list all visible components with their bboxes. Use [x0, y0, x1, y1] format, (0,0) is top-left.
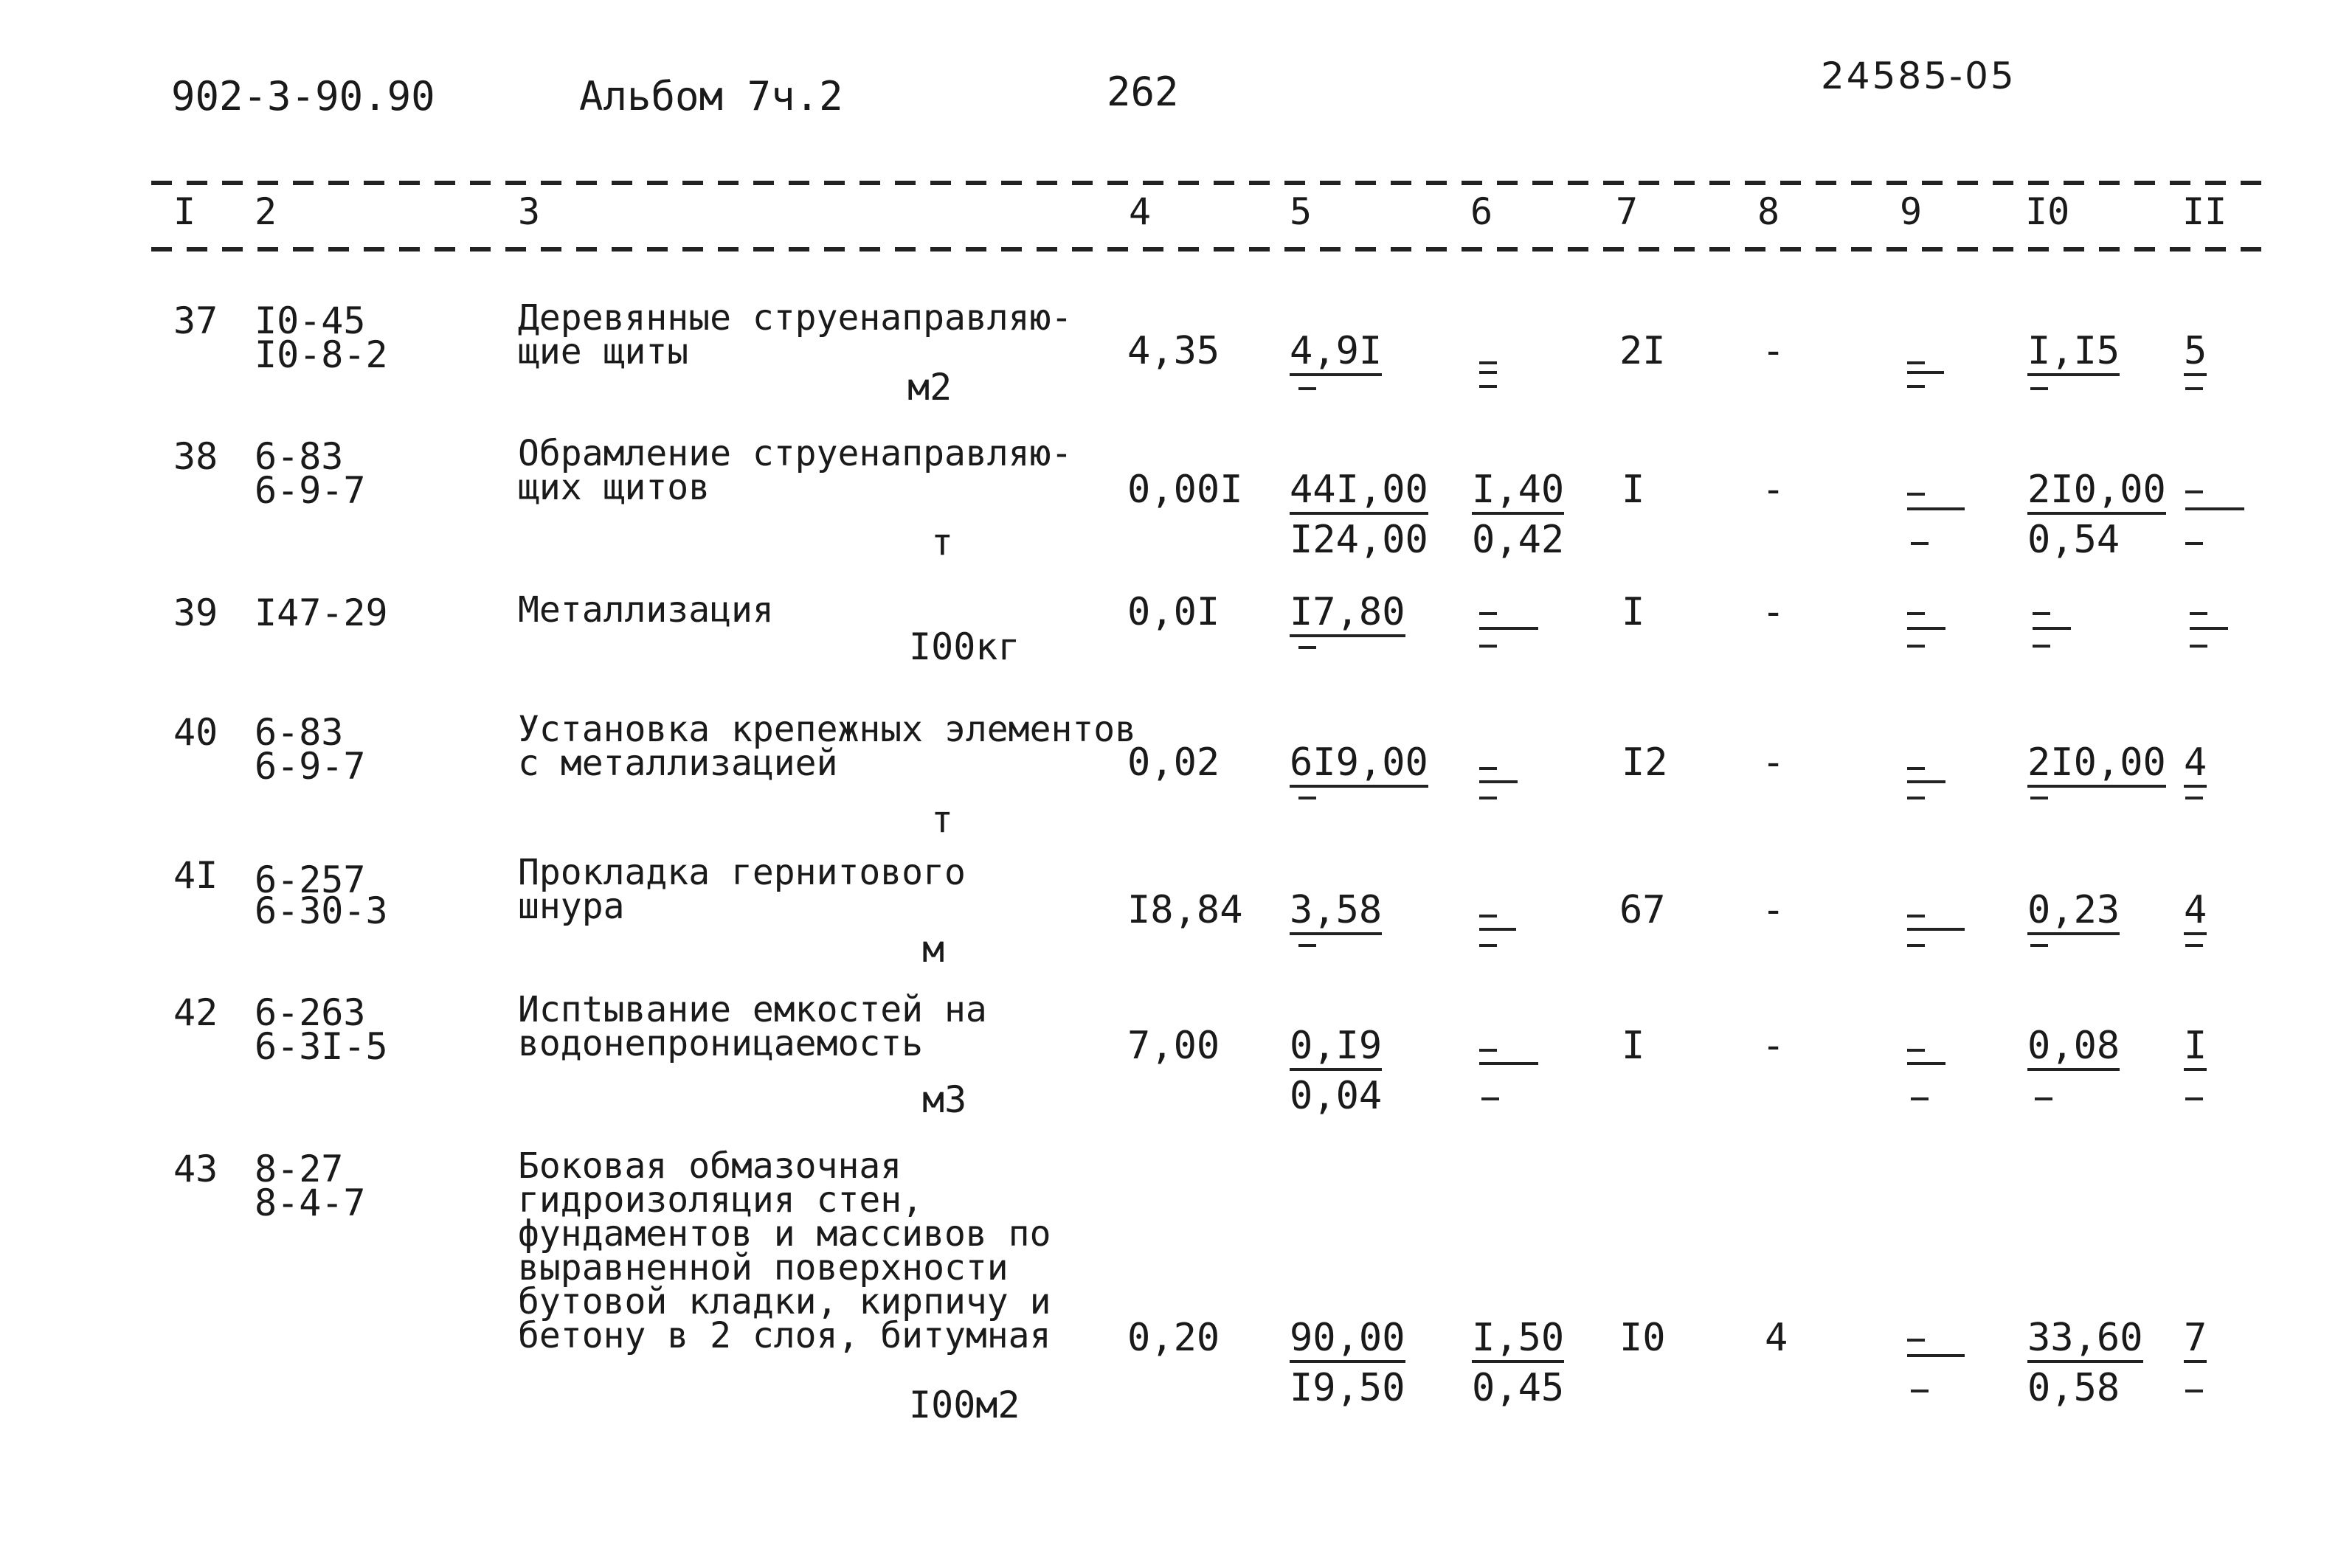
dash [1479, 385, 1497, 388]
row-number: 37 [173, 299, 218, 342]
norm-code: I47-29 [255, 592, 388, 634]
norm-code: 6-257 [255, 858, 366, 901]
dash [2035, 1097, 2052, 1100]
dash [1907, 797, 1925, 799]
quantity: 0,02 [1127, 740, 1220, 785]
dash [1298, 646, 1316, 649]
quantity: 4,35 [1127, 329, 1220, 373]
col10-wages: 0,58 [2027, 1366, 2120, 1410]
col8-value: - [1762, 329, 1785, 373]
col6-wages: 0,45 [1472, 1366, 1565, 1410]
dash [1907, 507, 1965, 510]
price-code: 6-9-7 [255, 745, 366, 788]
dash [2185, 1390, 2203, 1392]
dash [2030, 944, 2048, 947]
dash [1907, 780, 1945, 783]
dash [2190, 645, 2207, 648]
dash [2185, 797, 2203, 799]
col7-value: I0 [1619, 1316, 1666, 1360]
dash [2033, 645, 2050, 648]
unit: м3 [922, 1078, 967, 1121]
col10-value: I,I5 [2027, 332, 2120, 376]
unit-cost-wages: I9,50 [1290, 1366, 1405, 1410]
col10-value: 0,23 [2027, 891, 2120, 935]
column-header-1: I [173, 190, 196, 233]
col6-value: I,40 [1472, 471, 1564, 515]
dash [1907, 361, 1925, 364]
col10-wages: 0,54 [2027, 518, 2120, 562]
work-description: Обрамление струенаправляю- щих щитов [518, 433, 1073, 508]
unit: м2 [907, 366, 952, 409]
dash [1907, 1049, 1925, 1052]
column-header-7: 7 [1616, 190, 1639, 233]
col7-value: I [1622, 590, 1645, 634]
col11-value: 4 [2184, 743, 2207, 788]
col6-wages: 0,42 [1472, 518, 1565, 562]
col8-value: - [1762, 888, 1785, 932]
unit-cost: 4,9I [1290, 332, 1382, 376]
unit-cost: 90,00 [1290, 1319, 1405, 1363]
price-code: 6-3I-5 [255, 1025, 388, 1068]
dash [1481, 1097, 1499, 1100]
price-code: 6-30-3 [255, 889, 388, 932]
col11-value: 5 [2184, 332, 2207, 376]
column-header-8: 8 [1757, 190, 1780, 233]
unit: м [922, 928, 945, 971]
dash [1907, 767, 1925, 770]
dash [1479, 1049, 1497, 1052]
dash [1907, 493, 1925, 496]
col8-value: - [1762, 740, 1785, 785]
row-number: 39 [173, 592, 218, 634]
col10-value: 0,08 [2027, 1027, 2120, 1071]
price-code: I0-8-2 [255, 333, 388, 376]
unit-cost: 6I9,00 [1290, 743, 1428, 788]
album-label: Альбом 7ч.2 [579, 73, 843, 119]
col7-value: I [1622, 468, 1645, 512]
col8-value: - [1762, 468, 1785, 512]
unit-cost-wages: I24,00 [1290, 518, 1428, 562]
dash [2185, 944, 2203, 947]
norm-code: I0-45 [255, 299, 366, 342]
col7-value: 67 [1619, 888, 1666, 932]
dash [1907, 944, 1925, 947]
dash [2185, 387, 2203, 390]
col8-value: - [1762, 590, 1785, 634]
dash [1298, 944, 1316, 947]
dash [1911, 1097, 1929, 1100]
col11-value: 4 [2184, 891, 2207, 935]
dash [1479, 797, 1497, 799]
dash [1479, 371, 1497, 374]
unit-cost-wages: 0,04 [1290, 1074, 1383, 1118]
page-number: 262 [1107, 69, 1179, 115]
dash [2033, 612, 2050, 615]
dash [1479, 1062, 1538, 1065]
dash [1907, 915, 1925, 917]
dash [1479, 361, 1497, 364]
work-description: Испtывание емкостей на водонепроницаемость [518, 989, 987, 1064]
dash [1479, 928, 1516, 931]
dash [1907, 1339, 1925, 1342]
col8-value: - [1762, 1024, 1785, 1068]
dash [1907, 385, 1925, 388]
norm-code: 6-83 [255, 711, 344, 754]
quantity: 0,00I [1127, 468, 1243, 512]
column-header-11: II [2182, 190, 2227, 233]
column-header-2: 2 [255, 190, 277, 233]
price-code: 6-9-7 [255, 469, 366, 512]
quantity: 0,20 [1127, 1316, 1220, 1360]
col10-value: 33,60 [2027, 1319, 2143, 1363]
col7-value: I2 [1622, 740, 1668, 785]
norm-code: 6-83 [255, 435, 344, 478]
column-header-9: 9 [1900, 190, 1923, 233]
dash [2185, 490, 2203, 493]
dash [1479, 612, 1497, 615]
work-description: Металлизация [518, 589, 774, 631]
unit: т [931, 521, 954, 563]
dash [1907, 612, 1925, 615]
work-description: Прокладка гернитового шнура [518, 852, 966, 927]
dash [2185, 1097, 2203, 1100]
col6-value: I,50 [1472, 1319, 1564, 1363]
col8-value: 4 [1765, 1316, 1788, 1360]
quantity: I8,84 [1127, 888, 1243, 932]
document-code: 902-3-90.90 [171, 73, 435, 119]
row-number: 42 [173, 991, 218, 1034]
col10-value: 2I0,00 [2027, 743, 2166, 788]
dash [2030, 797, 2048, 799]
col11-value: I [2184, 1027, 2207, 1071]
norm-code: 8-27 [255, 1148, 344, 1190]
dash [2030, 387, 2048, 390]
work-description: Деревянные струенаправляю- щие щиты [518, 297, 1073, 372]
dash [1911, 1390, 1929, 1392]
row-number: 4I [173, 854, 218, 897]
dash [1911, 542, 1929, 545]
dash [1298, 797, 1316, 799]
row-number: 43 [173, 1148, 218, 1190]
dash [1298, 387, 1316, 390]
quantity: 7,00 [1127, 1024, 1220, 1068]
work-description: Боковая обмазочная гидроизоляция стен, фундаментов и массивов по выравненной поверхности бутовой кладки, кирпичу и бетону в 2 слоя, битумная [518, 1145, 1051, 1356]
table-header-rule [151, 247, 2269, 251]
unit: I00кг [909, 625, 1020, 668]
col7-value: 2I [1619, 329, 1666, 373]
inventory-stamp: 24585-05 [1821, 55, 2016, 97]
col7-value: I [1622, 1024, 1645, 1068]
dash [1479, 915, 1497, 917]
dash [1907, 928, 1965, 931]
unit-cost: I7,80 [1290, 593, 1405, 637]
dash [2190, 612, 2207, 615]
table-top-rule [151, 181, 2269, 185]
column-header-10: I0 [2025, 190, 2070, 233]
column-header-6: 6 [1470, 190, 1493, 233]
column-header-4: 4 [1129, 190, 1152, 233]
quantity: 0,0I [1127, 590, 1220, 634]
unit-cost: 0,I9 [1290, 1027, 1382, 1071]
dash [1907, 371, 1944, 374]
dash [2033, 627, 2071, 630]
dash [1907, 1354, 1965, 1357]
dash [1907, 645, 1925, 648]
dash [2185, 542, 2203, 545]
col10-value: 2I0,00 [2027, 471, 2166, 515]
dash [1907, 627, 1945, 630]
dash [1479, 780, 1518, 783]
row-number: 40 [173, 711, 218, 754]
dash [1907, 1062, 1945, 1065]
dash [1479, 645, 1497, 648]
column-header-3: 3 [518, 190, 541, 233]
row-number: 38 [173, 435, 218, 478]
unit-cost: 44I,00 [1290, 471, 1428, 515]
unit: I00м2 [909, 1384, 1020, 1426]
unit-cost: 3,58 [1290, 891, 1382, 935]
dash [2190, 627, 2228, 630]
price-code: 8-4-7 [255, 1182, 366, 1224]
unit: т [931, 798, 954, 841]
dash [1479, 767, 1497, 770]
dash [1479, 627, 1538, 630]
dash [1479, 944, 1497, 947]
work-description: Установка крепежных элементов с металлизацией [518, 709, 1137, 784]
col11-value: 7 [2184, 1319, 2207, 1363]
dash [2185, 507, 2244, 510]
norm-code: 6-263 [255, 991, 366, 1034]
column-header-5: 5 [1290, 190, 1312, 233]
